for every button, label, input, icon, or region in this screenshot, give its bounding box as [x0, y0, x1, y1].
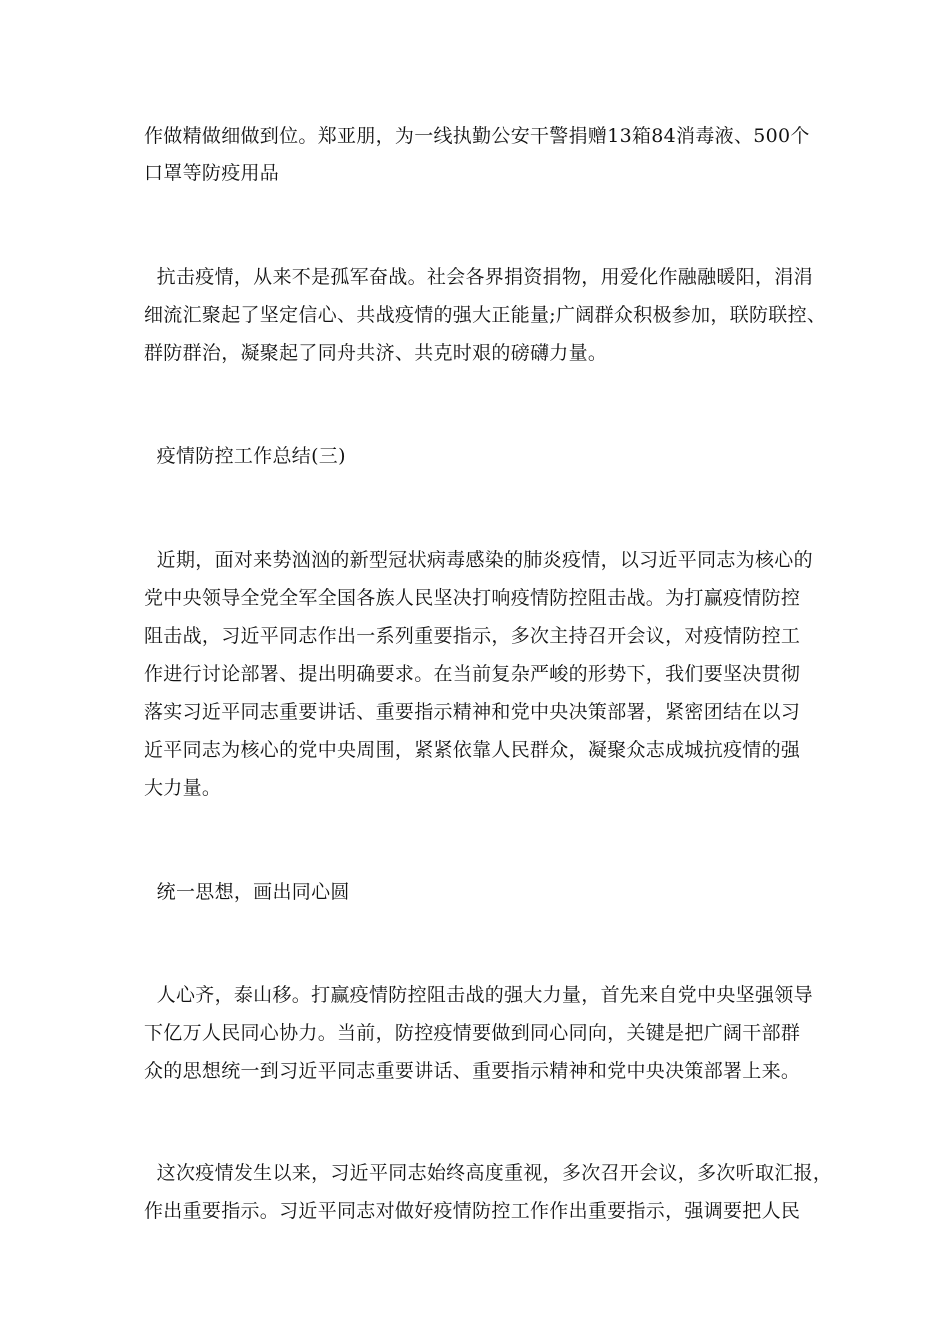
section-heading: 统一思想，画出同心圆	[144, 881, 350, 903]
paragraph-line: 口罩等防疫用品	[144, 162, 280, 184]
paragraph-line: 下亿万人民同心协力。当前，防控疫情要做到同心同向，关键是把广阔干部群	[144, 1022, 801, 1044]
paragraph-line: 近期，面对来势汹汹的新型冠状病毒感染的肺炎疫情，以习近平同志为核心的	[144, 549, 813, 571]
paragraph-line: 群防群治，凝聚起了同舟共济、共克时艰的磅礴力量。	[144, 342, 608, 364]
paragraph-line: 近平同志为核心的党中央周围，紧紧依靠人民群众，凝聚众志成城抗疫情的强	[144, 739, 801, 761]
paragraph-line: 细流汇聚起了坚定信心、共战疫情的强大正能量;广阔群众积极参加，联防联控、	[144, 304, 827, 326]
paragraph-line: 这次疫情发生以来，习近平同志始终高度重视，多次召开会议，多次听取汇报，	[144, 1162, 833, 1184]
paragraph-line: 党中央领导全党全军全国各族人民坚决打响疫情防控阻击战。为打赢疫情防控	[144, 587, 801, 609]
paragraph-line: 作出重要指示。习近平同志对做好疫情防控工作作出重要指示，强调要把人民	[144, 1200, 801, 1222]
paragraph-line: 抗击疫情，从来不是孤军奋战。社会各界捐资捐物，用爱化作融融暖阳，涓涓	[144, 266, 813, 288]
paragraph-line: 作进行讨论部署、提出明确要求。在当前复杂严峻的形势下，我们要坚决贯彻	[144, 663, 801, 685]
paragraph-line: 落实习近平同志重要讲话、重要指示精神和党中央决策部署，紧密团结在以习	[144, 701, 801, 723]
section-heading: 疫情防控工作总结(三)	[144, 445, 346, 467]
paragraph-line: 众的思想统一到习近平同志重要讲话、重要指示精神和党中央决策部署上来。	[144, 1060, 801, 1082]
paragraph-line: 作做精做细做到位。郑亚朋，为一线执勤公安干警捐赠13箱84消毒液、500个	[144, 125, 810, 147]
paragraph-line: 大力量。	[144, 777, 222, 799]
paragraph-line: 人心齐，泰山移。打赢疫情防控阻击战的强大力量，首先来自党中央坚强领导	[144, 984, 813, 1006]
paragraph-line: 阻击战，习近平同志作出一系列重要指示，多次主持召开会议，对疫情防控工	[144, 625, 801, 647]
